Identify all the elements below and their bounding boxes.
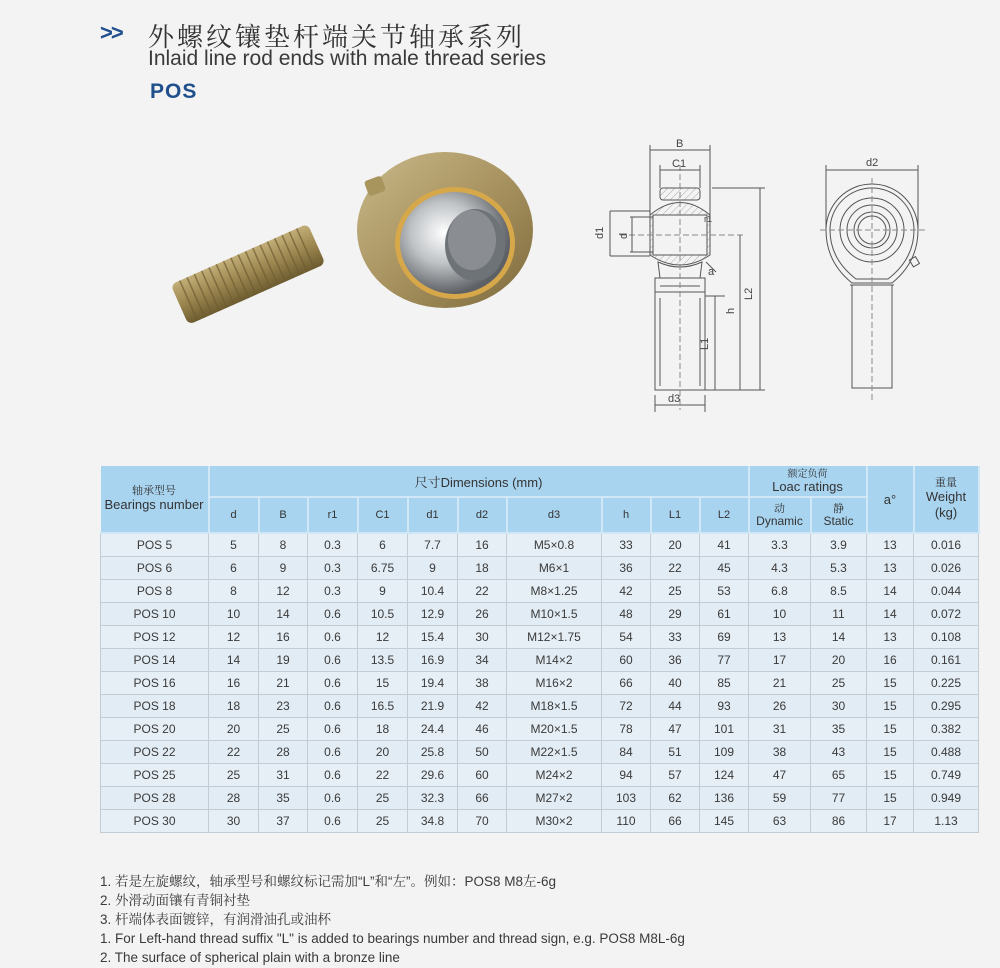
notes (100, 872, 685, 967)
note-cn-3: 3. 杆端体表面镀锌，有润滑油孔或油杯 (100, 912, 332, 927)
cell-c1: 15 (358, 672, 408, 695)
cell-d3: M27×2 (507, 787, 602, 810)
cell-d3: M5×0.8 (507, 533, 602, 557)
cell-l1: 22 (651, 557, 700, 580)
cell-c1: 16.5 (358, 695, 408, 718)
cell-c1: 13.5 (358, 649, 408, 672)
cell-d2: 26 (458, 603, 507, 626)
cell-number: POS 6 (101, 557, 209, 580)
cell-h: 36 (602, 557, 651, 580)
cell-c1: 9 (358, 580, 408, 603)
cell-l1: 25 (651, 580, 700, 603)
cell-dynamic: 6.8 (749, 580, 811, 603)
dim-label-b: B (676, 138, 684, 150)
cell-b: 12 (259, 580, 308, 603)
cell-d1: 21.9 (408, 695, 458, 718)
cell-l1: 47 (651, 718, 700, 741)
cell-static: 14 (811, 626, 867, 649)
cell-number: POS 28 (101, 787, 209, 810)
cell-c1: 25 (358, 810, 408, 833)
cell-h: 48 (602, 603, 651, 626)
cell-b: 16 (259, 626, 308, 649)
cell-static: 30 (811, 695, 867, 718)
cell-d2: 60 (458, 764, 507, 787)
header-weight: 重量 Weight (kg) (914, 466, 979, 533)
cell-h: 60 (602, 649, 651, 672)
cell-dynamic: 38 (749, 741, 811, 764)
header-b: B (259, 497, 308, 533)
product-illustrations (0, 0, 1000, 460)
cell-d: 28 (209, 787, 259, 810)
cell-l2: 136 (700, 787, 749, 810)
cell-c1: 6.75 (358, 557, 408, 580)
cell-r1: 0.3 (308, 533, 358, 557)
cell-number: POS 16 (101, 672, 209, 695)
cell-static: 11 (811, 603, 867, 626)
cell-r1: 0.6 (308, 626, 358, 649)
cell-r1: 0.6 (308, 764, 358, 787)
table-row (101, 533, 979, 557)
cell-h: 72 (602, 695, 651, 718)
header-angle: a° (867, 466, 914, 533)
cell-c1: 6 (358, 533, 408, 557)
cell-weight: 0.016 (914, 533, 979, 557)
cell-h: 66 (602, 672, 651, 695)
cell-l1: 62 (651, 787, 700, 810)
cell-weight: 0.749 (914, 764, 979, 787)
cell-l1: 51 (651, 741, 700, 764)
cell-static: 20 (811, 649, 867, 672)
cell-d3: M20×1.5 (507, 718, 602, 741)
header-bearings-number: 轴承型号 Bearings number (101, 466, 209, 533)
cell-d2: 50 (458, 741, 507, 764)
cell-d2: 18 (458, 557, 507, 580)
note-en-1: 1. For Left-hand thread suffix "L" is added to bearings number and thread sign, e.g. POS8 M8L-6g (100, 931, 685, 946)
cell-r1: 0.6 (308, 649, 358, 672)
cell-l1: 44 (651, 695, 700, 718)
cell-r1: 0.6 (308, 718, 358, 741)
header-d1: d1 (408, 497, 458, 533)
cell-d1: 12.9 (408, 603, 458, 626)
cell-a: 15 (867, 741, 914, 764)
cell-a: 13 (867, 557, 914, 580)
note-cn-1: 1. 若是左旋螺纹，轴承型号和螺纹标记需加“L”和“左”。例如：POS8 M8左-6g (100, 874, 557, 889)
cell-c1: 25 (358, 787, 408, 810)
cell-l1: 20 (651, 533, 700, 557)
cell-c1: 10.5 (358, 603, 408, 626)
dim-label-r1: r1 (704, 214, 713, 224)
cell-l2: 41 (700, 533, 749, 557)
cell-l1: 29 (651, 603, 700, 626)
cell-l2: 101 (700, 718, 749, 741)
cell-d1: 24.4 (408, 718, 458, 741)
cell-weight: 0.161 (914, 649, 979, 672)
cell-b: 31 (259, 764, 308, 787)
cell-d2: 66 (458, 787, 507, 810)
cell-h: 42 (602, 580, 651, 603)
cell-d2: 38 (458, 672, 507, 695)
title-arrows-icon: >> (100, 20, 122, 45)
cell-d2: 42 (458, 695, 507, 718)
cell-d3: M10×1.5 (507, 603, 602, 626)
cell-dynamic: 63 (749, 810, 811, 833)
header-dynamic: 动 Dynamic (749, 497, 811, 533)
dim-label-d2: d2 (866, 157, 879, 169)
cell-number: POS 30 (101, 810, 209, 833)
cell-number: POS 5 (101, 533, 209, 557)
cell-l2: 109 (700, 741, 749, 764)
cell-number: POS 20 (101, 718, 209, 741)
cell-d: 18 (209, 695, 259, 718)
table-body (101, 533, 979, 833)
cell-static: 35 (811, 718, 867, 741)
cell-number: POS 25 (101, 764, 209, 787)
cell-dynamic: 13 (749, 626, 811, 649)
cell-r1: 0.6 (308, 787, 358, 810)
cell-d: 25 (209, 764, 259, 787)
table-row (101, 787, 979, 810)
cell-d3: M14×2 (507, 649, 602, 672)
cell-dynamic: 31 (749, 718, 811, 741)
cell-static: 5.3 (811, 557, 867, 580)
note-en-2: 2. The surface of spherical plain with a bronze line (100, 950, 400, 965)
cell-number: POS 18 (101, 695, 209, 718)
cell-r1: 0.3 (308, 580, 358, 603)
cell-r1: 0.6 (308, 741, 358, 764)
cell-h: 84 (602, 741, 651, 764)
cell-d2: 30 (458, 626, 507, 649)
cell-d1: 15.4 (408, 626, 458, 649)
cell-a: 15 (867, 764, 914, 787)
cell-d3: M18×1.5 (507, 695, 602, 718)
cell-b: 9 (259, 557, 308, 580)
cell-l1: 66 (651, 810, 700, 833)
cell-l2: 145 (700, 810, 749, 833)
cell-d1: 9 (408, 557, 458, 580)
cell-a: 15 (867, 787, 914, 810)
cell-static: 77 (811, 787, 867, 810)
cell-a: 13 (867, 533, 914, 557)
cell-b: 21 (259, 672, 308, 695)
cell-c1: 20 (358, 741, 408, 764)
table-row (101, 810, 979, 833)
table-row (101, 603, 979, 626)
cell-dynamic: 4.3 (749, 557, 811, 580)
cell-dynamic: 17 (749, 649, 811, 672)
header-d3: d3 (507, 497, 602, 533)
dim-label-d1: d1 (594, 226, 606, 239)
table-row (101, 580, 979, 603)
table-row (101, 557, 979, 580)
cell-d1: 29.6 (408, 764, 458, 787)
cell-l1: 36 (651, 649, 700, 672)
cell-weight: 0.072 (914, 603, 979, 626)
cell-d1: 25.8 (408, 741, 458, 764)
cell-b: 28 (259, 741, 308, 764)
cell-static: 86 (811, 810, 867, 833)
cell-d: 10 (209, 603, 259, 626)
header-h: h (602, 497, 651, 533)
table-row (101, 672, 979, 695)
cell-static: 43 (811, 741, 867, 764)
cell-a: 14 (867, 580, 914, 603)
cell-d: 30 (209, 810, 259, 833)
cell-d3: M8×1.25 (507, 580, 602, 603)
cell-c1: 18 (358, 718, 408, 741)
table-row (101, 626, 979, 649)
cell-d1: 10.4 (408, 580, 458, 603)
cell-number: POS 14 (101, 649, 209, 672)
cell-d2: 22 (458, 580, 507, 603)
header-r1: r1 (308, 497, 358, 533)
cell-d: 20 (209, 718, 259, 741)
cell-b: 35 (259, 787, 308, 810)
cell-weight: 0.225 (914, 672, 979, 695)
cell-static: 25 (811, 672, 867, 695)
cell-weight: 0.295 (914, 695, 979, 718)
front-view-drawing (820, 165, 928, 400)
cell-d2: 34 (458, 649, 507, 672)
cell-dynamic: 10 (749, 603, 811, 626)
cell-h: 78 (602, 718, 651, 741)
cell-c1: 22 (358, 764, 408, 787)
cell-weight: 0.949 (914, 787, 979, 810)
cell-l1: 33 (651, 626, 700, 649)
cell-r1: 0.6 (308, 695, 358, 718)
cell-b: 25 (259, 718, 308, 741)
dim-label-d: d (618, 232, 630, 239)
table-row (101, 718, 979, 741)
cell-d1: 19.4 (408, 672, 458, 695)
cell-l2: 77 (700, 649, 749, 672)
cell-d: 5 (209, 533, 259, 557)
table-row (101, 695, 979, 718)
dim-label-l2: L2 (743, 287, 755, 300)
cell-h: 110 (602, 810, 651, 833)
cell-d: 8 (209, 580, 259, 603)
cell-d: 6 (209, 557, 259, 580)
cell-b: 37 (259, 810, 308, 833)
cell-number: POS 12 (101, 626, 209, 649)
header-d2: d2 (458, 497, 507, 533)
cell-a: 15 (867, 672, 914, 695)
cell-d1: 34.8 (408, 810, 458, 833)
header-c1: C1 (358, 497, 408, 533)
header-load-ratings: 额定负荷 Loac ratings (749, 466, 867, 497)
cell-r1: 0.6 (308, 603, 358, 626)
cell-d3: M30×2 (507, 810, 602, 833)
cell-b: 23 (259, 695, 308, 718)
cell-dynamic: 47 (749, 764, 811, 787)
cell-weight: 0.488 (914, 741, 979, 764)
spec-table (100, 466, 980, 833)
rod-end-photo (171, 152, 533, 325)
header-dimensions: 尺寸Dimensions (mm) (209, 466, 749, 497)
cell-static: 3.9 (811, 533, 867, 557)
cell-l2: 93 (700, 695, 749, 718)
table-row (101, 649, 979, 672)
header-l2: L2 (700, 497, 749, 533)
cell-d: 12 (209, 626, 259, 649)
cell-d: 14 (209, 649, 259, 672)
cell-static: 65 (811, 764, 867, 787)
cell-l2: 61 (700, 603, 749, 626)
cell-weight: 0.044 (914, 580, 979, 603)
cell-d1: 7.7 (408, 533, 458, 557)
cell-d3: M12×1.75 (507, 626, 602, 649)
cell-h: 94 (602, 764, 651, 787)
note-cn-2: 2. 外滑动面镶有青铜衬垫 (100, 893, 251, 908)
cell-h: 103 (602, 787, 651, 810)
cell-d1: 32.3 (408, 787, 458, 810)
cell-a: 15 (867, 695, 914, 718)
cell-d1: 16.9 (408, 649, 458, 672)
cell-number: POS 8 (101, 580, 209, 603)
header-static: 静 Static (811, 497, 867, 533)
cell-d: 22 (209, 741, 259, 764)
cell-d: 16 (209, 672, 259, 695)
page-title-cn: 外螺纹镶垫杆端关节轴承系列 (148, 23, 526, 53)
cell-a: 14 (867, 603, 914, 626)
cell-r1: 0.6 (308, 672, 358, 695)
dim-label-c1: C1 (672, 158, 687, 170)
dim-label-a: a (708, 266, 715, 278)
cell-d2: 46 (458, 718, 507, 741)
cell-d3: M16×2 (507, 672, 602, 695)
cell-dynamic: 3.3 (749, 533, 811, 557)
header-l1: L1 (651, 497, 700, 533)
cell-d3: M6×1 (507, 557, 602, 580)
cell-static: 8.5 (811, 580, 867, 603)
cell-c1: 12 (358, 626, 408, 649)
cell-b: 19 (259, 649, 308, 672)
cell-a: 16 (867, 649, 914, 672)
cell-l1: 40 (651, 672, 700, 695)
dim-label-d3: d3 (668, 393, 681, 405)
cell-a: 13 (867, 626, 914, 649)
header-d: d (209, 497, 259, 533)
cell-a: 17 (867, 810, 914, 833)
cell-number: POS 22 (101, 741, 209, 764)
cell-a: 15 (867, 718, 914, 741)
cell-dynamic: 21 (749, 672, 811, 695)
cell-weight: 0.108 (914, 626, 979, 649)
cell-l2: 85 (700, 672, 749, 695)
cell-d3: M22×1.5 (507, 741, 602, 764)
cell-d2: 16 (458, 533, 507, 557)
cell-h: 54 (602, 626, 651, 649)
cell-r1: 0.3 (308, 557, 358, 580)
page-title-en: Inlaid line rod ends with male thread series (148, 47, 547, 70)
cell-r1: 0.6 (308, 810, 358, 833)
cell-weight: 0.026 (914, 557, 979, 580)
series-code: POS (150, 80, 198, 103)
cell-b: 14 (259, 603, 308, 626)
cell-h: 33 (602, 533, 651, 557)
cell-l2: 45 (700, 557, 749, 580)
cell-l1: 57 (651, 764, 700, 787)
cell-dynamic: 59 (749, 787, 811, 810)
cell-l2: 69 (700, 626, 749, 649)
cell-l2: 124 (700, 764, 749, 787)
cell-weight: 1.13 (914, 810, 979, 833)
cell-d3: M24×2 (507, 764, 602, 787)
dim-label-h: h (725, 307, 737, 314)
cell-dynamic: 26 (749, 695, 811, 718)
cell-d2: 70 (458, 810, 507, 833)
cell-weight: 0.382 (914, 718, 979, 741)
table-row (101, 764, 979, 787)
table-row (101, 741, 979, 764)
cell-number: POS 10 (101, 603, 209, 626)
side-view-drawing (610, 145, 765, 412)
cell-l2: 53 (700, 580, 749, 603)
dim-label-l1: L1 (699, 337, 711, 350)
cell-b: 8 (259, 533, 308, 557)
